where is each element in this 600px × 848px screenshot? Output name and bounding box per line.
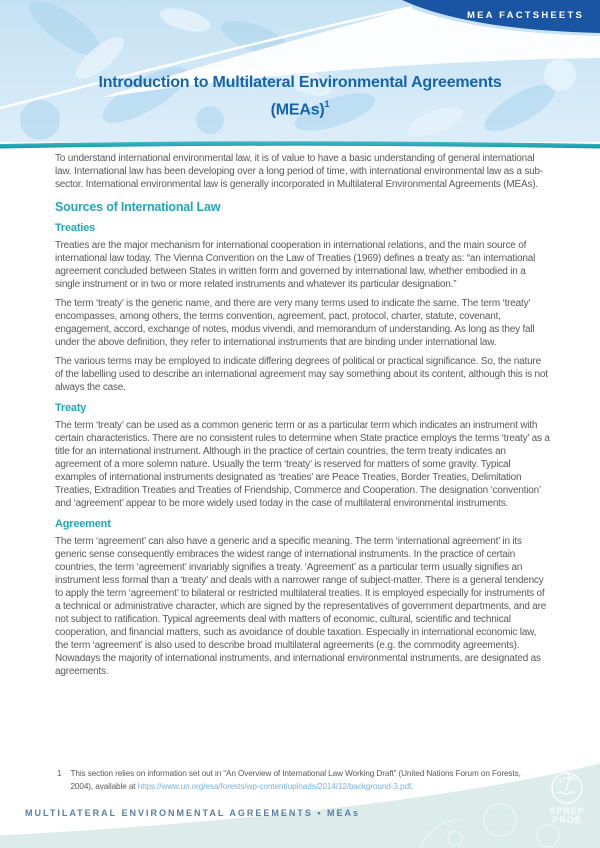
banner-label: MEA FACTSHEETS bbox=[466, 10, 584, 21]
heading-treaty: Treaty bbox=[55, 402, 87, 414]
footnote-text-before-link: This section relies on information set out in “An Overview of International Law Working Draft” (United Nations Forum on Forests, 2004), available at bbox=[70, 769, 521, 791]
sprep-logo bbox=[542, 770, 592, 825]
footnote-text-after-link: . bbox=[411, 781, 414, 791]
treaty-paragraph: The term ‘treaty’ can be used as a common generic term or as a particular term which indicates an instrument with certain characteristics. There are no consistent rules to determine when State practice employs the terms ‘treaty’ as a title for an international instrument. Although in the practice of certain countries, the term treaty indicates an agreement of a more solemn nature. Usually the term ‘treaty’ is reserved for matters of some gravity. Typical examples of international instruments designated as ‘treaties’ are Peace Treaties, Border Treaties, Delimitation Treaties, Extradition Treaties and Treaties of Friendship, Commerce and Cooperation. The designation ‘convention’ and ‘agreement’ appear to be more widely used today in the case of multilateral environmental instruments. bbox=[55, 420, 550, 509]
heading-treaties: Treaties bbox=[55, 222, 95, 234]
heading-agreement: Agreement bbox=[55, 518, 111, 530]
page-header bbox=[0, 0, 600, 142]
divider-line bbox=[0, 140, 600, 149]
sprep-emblem-icon bbox=[549, 770, 585, 806]
heading-sources-of-international-law: Sources of International Law bbox=[55, 200, 221, 214]
footnote-link[interactable]: https://www.un.org/esa/forests/wp-content/uploads/2014/12/background-3.pdf bbox=[137, 781, 412, 791]
agreement-paragraph: The term ‘agreement’ can also have a generic and a specific meaning. The term ‘international agreement’ in its generic sense consequently embraces the widest range of international instruments. In the practice of certain countries, the term ‘agreement’ invariably signifies a treaty. ‘Agreement’ as a particular term usually signifies an instrument less formal than a ‘treaty’ and deals with a narrower range of subject-matter. There is a general tendency to apply the term ‘agreement’ to bilateral or restricted multilateral treaties. It is employed especially for instruments of a technical or administrative character, which are signed by the representatives of government departments, and are not subject to ratification. Typical agreements deal with matters of economic, cultural, scientific and technical cooperation, and financial matters, such as avoidance of double taxation. Especially in international economic law, the term ‘agreement’ is also used to describe broad multilateral agreements (e.g. the commodity agreements). Nowadays the majority of international instruments, and international environmental instruments, are designated as agreements. bbox=[55, 536, 547, 677]
footer-series-title: MULTILATERAL ENVIRONMENTAL AGREEMENTS • MEAs bbox=[25, 808, 360, 818]
bottom-swoosh bbox=[0, 756, 600, 848]
document-body bbox=[55, 152, 550, 684]
footnote-number: 1 bbox=[57, 769, 62, 778]
sprep-logo-line2: PROE bbox=[552, 815, 582, 825]
treaties-paragraph-3: The various terms may be employed to indicate differing degrees of political or practical significance. So, the nature of the labelling used to describe an international agreement may say something about its content, although this is not always the case. bbox=[55, 356, 548, 393]
title-footnote-ref: 1 bbox=[324, 99, 330, 109]
intro-paragraph: To understand international environmental law, it is of value to have a basic understanding of general international law. International law has been developing over a long period of time, with international environmental law as a sub-sector. International environmental law is generally incorporated in Multilateral Environmental Agreements (MEAs). bbox=[55, 153, 544, 190]
page-title bbox=[70, 72, 530, 121]
treaties-paragraph-1: Treaties are the major mechanism for international cooperation in international relations, and the main source of international law today. The Vienna Convention on the Law of Treaties (1969) defines a treaty as: “an international agreement concluded between States in written form and governed by international law, whether embodied in a single instrument or in two or more related instruments and whatever its particular designation.” bbox=[55, 240, 536, 290]
treaties-paragraph-2: The term ‘treaty’ is the generic name, and there are very many terms used to indicate the same. The term ‘treaty’ encompasses, among others, the terms convention, agreement, pact, protocol, charter, statute, covenant, engagement, accord, exchange of notes, modus vivendi, and memorandum of understanding. As long as they fall under the above definition, they refer to international instruments that are binding under international law. bbox=[55, 298, 535, 348]
sprep-logo-line1: SPREP bbox=[549, 806, 585, 816]
page-title-text: Introduction to Multilateral Environmental Agreements (MEAs) bbox=[98, 74, 502, 119]
